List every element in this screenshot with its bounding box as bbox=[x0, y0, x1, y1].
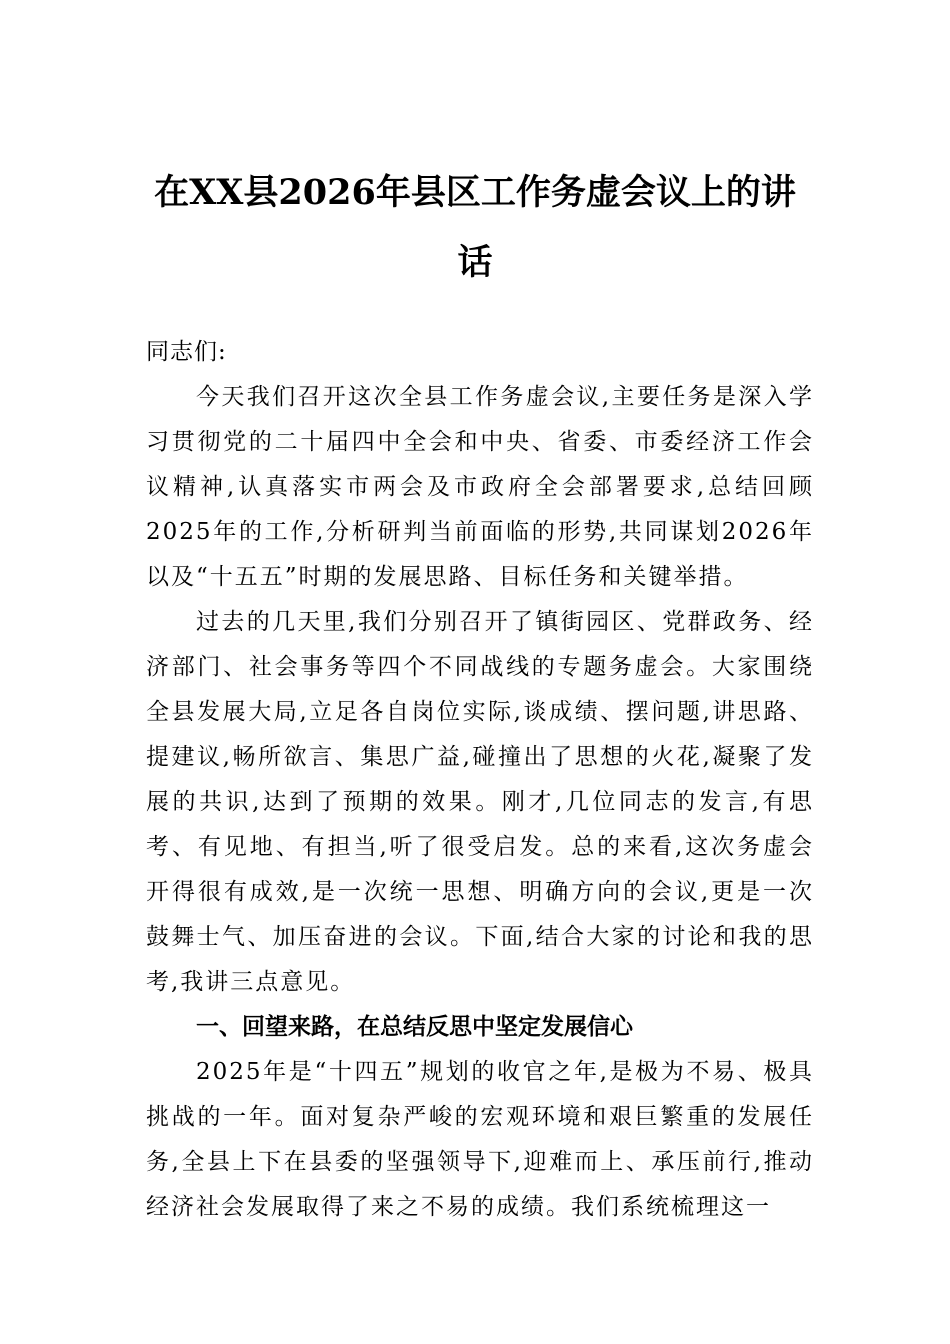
body-paragraph-2: 过去的几天里,我们分别召开了镇街园区、党群政务、经济部门、社会事务等四个不同战线的专题务虚会。大家围绕全县发展大局,立足各自岗位实际,谈成绩、摆问题,讲思路、提建议,畅所欲言、集思广益,碰撞出了思想的火花,凝聚了发展的共识,达到了预期的效果。刚才,几位同志的发言,有思考、有见地、有担当,听了很受启发。总的来看,这次务虚会开得很有成效,是一次统一思想、明确方向的会议,更是一次鼓舞士气、加压奋进的会议。下面,结合大家的讨论和我的思考,我讲三点意见。 bbox=[146, 609, 814, 995]
title-line-1: 在XX县2026年县区工作务虚会议上的讲 bbox=[154, 172, 796, 213]
section-paragraph-1: 2025年是“十四五”规划的收官之年,是极为不易、极具挑战的一年。面对复杂严峻的宏观环境和艰巨繁重的发展任务,全县上下在县委的坚强领导下,迎难而上、承压前行,推动经济社会发展取得了来之不易的成绩。我们系统梳理这一 bbox=[146, 1059, 814, 1220]
document-title bbox=[140, 158, 810, 298]
body-paragraph-1: 今天我们召开这次全县工作务虚会议,主要任务是深入学习贯彻党的二十届四中全会和中央、省委、市委经济工作会议精神,认真落实市两会及市政府全会部署要求,总结回顾2025年的工作,分析研判当前面临的形势,共同谋划2026年以及“十五五”时期的发展思路、目标任务和关键举措。 bbox=[146, 384, 814, 590]
section-heading-1: 一、回望来路，在总结反思中坚定发展信心 bbox=[196, 1014, 633, 1040]
salutation: 同志们: bbox=[146, 339, 227, 365]
title-line-2: 话 bbox=[457, 242, 493, 283]
document-body bbox=[146, 330, 814, 1230]
